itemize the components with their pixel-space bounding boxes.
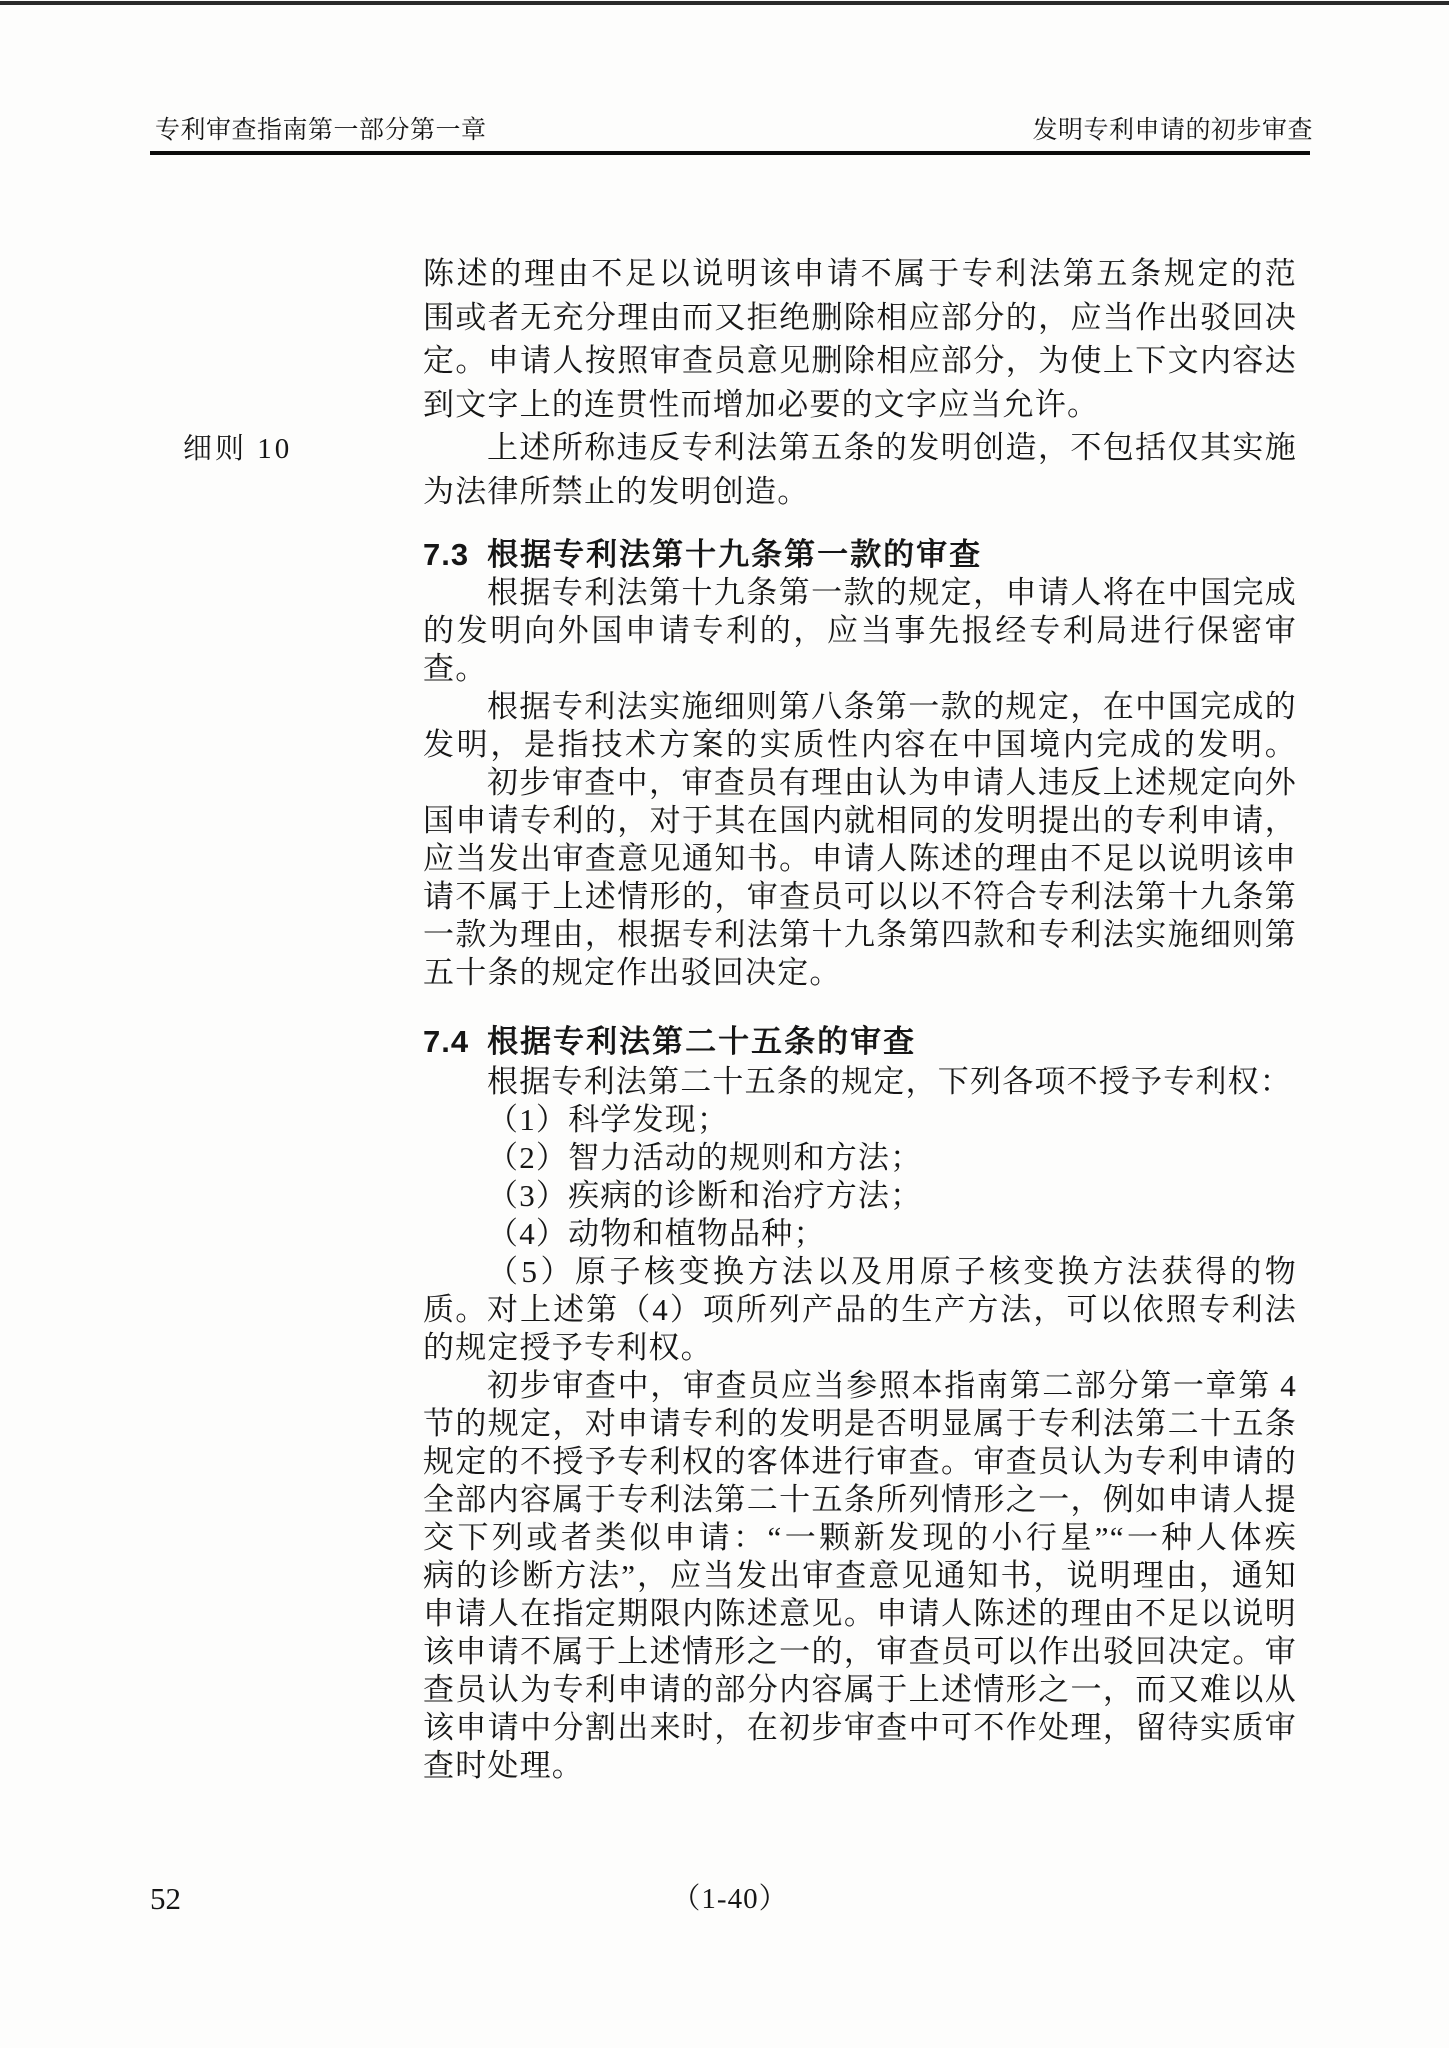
paragraph — [423, 1063, 1297, 1101]
text-line: 发明，是指技术方案的实质性内容在中国境内完成的发明。 — [423, 727, 1297, 762]
text-line: 一款为理由，根据专利法第十九条第四款和专利法实施细则第 — [423, 917, 1297, 952]
paragraph — [423, 764, 1297, 992]
text-line: （3）疾病的诊断和治疗方法； — [487, 1178, 923, 1213]
text-line: 根据专利法第二十五条的规定，下列各项不授予专利权： — [487, 1064, 1292, 1099]
running-header-left: 专利审查指南第一部分第一章 — [155, 117, 487, 144]
text-line: 该申请不属于上述情形之一的，审查员可以作出驳回决定。审 — [423, 1634, 1297, 1669]
text-line: 根据专利法实施细则第八条第一款的规定，在中国完成的 — [487, 689, 1297, 724]
text-line: 初步审查中，审查员应当参照本指南第二部分第一章第 4 — [487, 1368, 1297, 1403]
text-line: 全部内容属于专利法第二十五条所列情形之一，例如申请人提 — [423, 1482, 1297, 1517]
text-line: （4）动物和植物品种； — [487, 1216, 826, 1251]
text-line: 对上述第（4）项所列产品的生产方法，可以依照专利法 — [487, 1292, 1297, 1327]
text-line: 查时处理。 — [423, 1748, 584, 1783]
text-line: 初步审查中，审查员有理由认为申请人违反上述规定向外 — [487, 765, 1297, 800]
page-number: 52 — [150, 1881, 181, 1916]
paragraph — [423, 688, 1297, 764]
paragraph — [423, 574, 1297, 688]
text-line: 查。 — [423, 651, 488, 686]
section-number: 7.3 — [423, 537, 470, 572]
text-line: 的发明向外国申请专利的，应当事先报经专利局进行保密审 — [423, 613, 1297, 648]
section-heading — [423, 536, 1297, 574]
paragraph — [423, 426, 1297, 513]
text-line: 的规定授予专利权。 — [423, 1330, 713, 1365]
text-line: 到文字上的连贯性而增加必要的文字应当允许。 — [423, 387, 1100, 423]
text-line: 该申请中分割出来时，在初步审查中可不作处理，留待实质审 — [423, 1710, 1297, 1745]
text-line: 请不属于上述情形的，审查员可以以不符合专利法第十九条第 — [423, 879, 1297, 914]
text-line: 陈述的理由不足以说明该申请不属于专利法第五条规定的范 — [423, 256, 1297, 291]
text-line: 节的规定，对申请专利的发明是否明显属于专利法第二十五条 — [423, 1406, 1297, 1441]
text-line: 国申请专利的，对于其在国内就相同的发明提出的专利申请， — [423, 803, 1297, 838]
paragraph — [423, 252, 1297, 427]
text-line: 上述所称违反专利法第五条的发明创造，不包括仅其实施 — [487, 430, 1297, 465]
text-line: 规定的不授予专利权的客体进行审查。审查员认为专利申请的 — [423, 1444, 1297, 1479]
text-line: 围或者无充分理由而又拒绝删除相应部分的，应当作出驳回决 — [423, 299, 1297, 335]
text-line: （2）智力活动的规则和方法； — [487, 1140, 923, 1175]
page-center-label: （1-40） — [671, 1883, 789, 1915]
text-line: 交下列或者类似申请：“一颗新发现的小行星”“一种人体疾 — [423, 1520, 1297, 1555]
section-title: 根据专利法第二十五条的审查 — [487, 1024, 917, 1059]
text-line: 为法律所禁止的发明创造。 — [423, 473, 810, 509]
text-line: 申请人在指定期限内陈述意见。申请人陈述的理由不足以说明 — [423, 1596, 1297, 1631]
text-line: 定。申请人按照审查员意见删除相应部分，为使上下文内容达 — [423, 343, 1297, 379]
text-line: 病的诊断方法”，应当发出审查意见通知书，说明理由，通知 — [423, 1558, 1297, 1593]
margin-note-rule-10: 细则 10 — [183, 433, 293, 465]
content-column — [423, 0, 1297, 2048]
text-line: （5）原子核变换方法以及用原子核变换方法获得的物质。 — [423, 1254, 1297, 1327]
section-title: 根据专利法第十九条第一款的审查 — [487, 537, 983, 572]
text-line: 五十条的规定作出驳回决定。 — [423, 955, 842, 990]
running-header-right: 发明专利申请的初步审查 — [1032, 117, 1313, 144]
text-line: 应当发出审查意见通知书。申请人陈述的理由不足以说明该申 — [423, 841, 1297, 876]
text-line: 根据专利法第十九条第一款的规定，申请人将在中国完成 — [487, 575, 1297, 610]
text-line: 查员认为专利申请的部分内容属于上述情形之一，而又难以从 — [423, 1672, 1297, 1707]
paragraph — [423, 1291, 1297, 1367]
paragraph — [423, 1367, 1297, 1785]
section-heading — [423, 1023, 1297, 1061]
text-line: （1）科学发现； — [487, 1102, 730, 1137]
section-number: 7.4 — [423, 1024, 470, 1059]
